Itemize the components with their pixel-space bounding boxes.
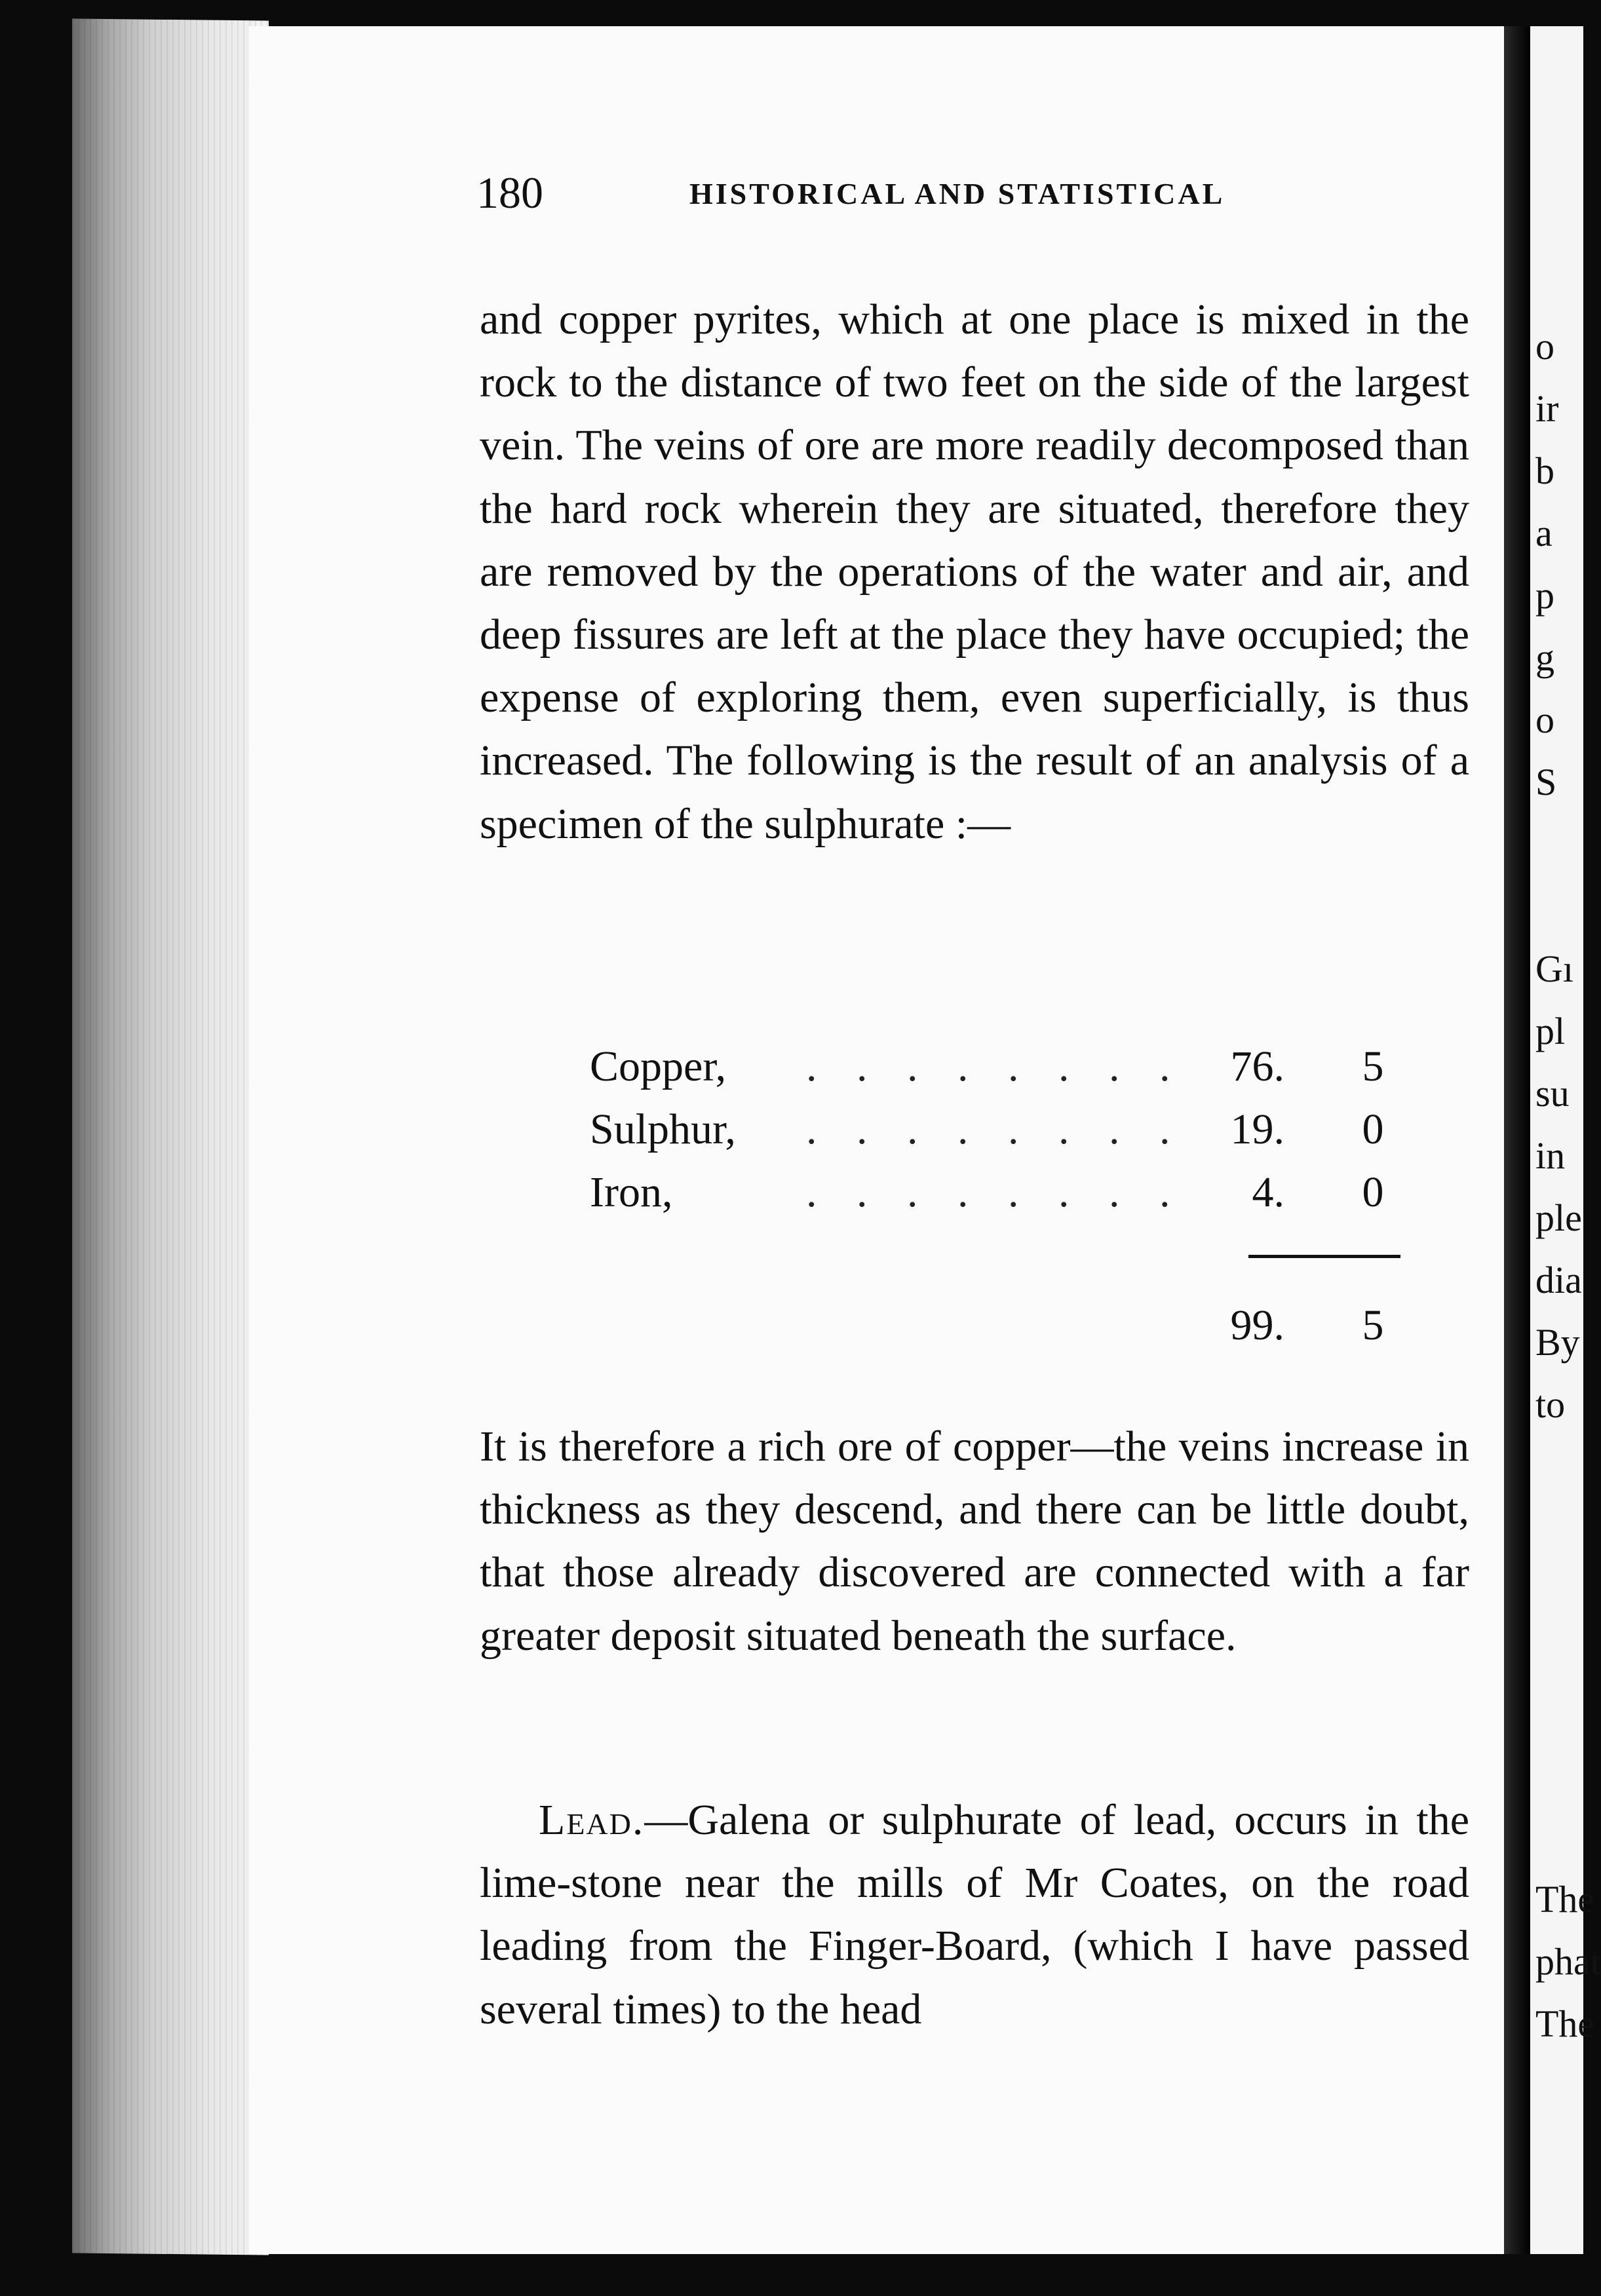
facing-page-text: phat — [1535, 1940, 1601, 1983]
page-number: 180 — [476, 168, 543, 218]
facing-page-text: in — [1535, 1134, 1566, 1177]
facing-page-text: dia — [1535, 1259, 1582, 1301]
facing-page-text: su — [1535, 1072, 1570, 1115]
analysis-row-sulphur — [590, 1098, 1402, 1161]
page-header — [476, 167, 1302, 226]
value-decimal: 0 — [1362, 1168, 1384, 1216]
value-whole: 4. — [1252, 1168, 1284, 1216]
page-edge-striations — [72, 18, 269, 2255]
element-name: Sulphur, — [590, 1105, 736, 1153]
value-whole: 76. — [1230, 1043, 1284, 1090]
facing-page-text: ple — [1535, 1196, 1582, 1239]
facing-page-text: The — [1535, 1878, 1595, 1921]
value-whole: 19. — [1230, 1105, 1284, 1153]
facing-page-text: S — [1535, 761, 1557, 803]
facing-page-text: b — [1535, 450, 1554, 492]
facing-page-fragment — [1530, 26, 1601, 2254]
paragraph — [480, 1789, 1469, 2041]
facing-page-text: o — [1535, 325, 1554, 368]
book-gutter — [1504, 26, 1530, 2254]
element-name: Copper, — [590, 1043, 727, 1090]
leader-dots: . . . . . . . . — [806, 1105, 1185, 1153]
total-whole: 99. — [1230, 1301, 1284, 1349]
facing-page-text: Gı — [1535, 947, 1573, 990]
analysis-total-row — [590, 1294, 1402, 1357]
paragraph: It is therefore a rich ore of copper—the veins increase in thickness as they descend, and there can be little doubt, that those already discovered are connected with a far greater deposit situated beneath the surface. — [480, 1423, 1469, 1660]
facing-page-text: g — [1535, 636, 1554, 679]
facing-page-text: o — [1535, 698, 1554, 741]
element-name: Iron, — [590, 1168, 673, 1216]
page-edge-stack — [72, 18, 269, 2255]
facing-page-text: pl — [1535, 1010, 1566, 1052]
sum-rule — [1248, 1255, 1400, 1258]
facing-page-text: to — [1535, 1383, 1566, 1426]
section-lead-heading: Lead. — [539, 1796, 645, 1844]
total-decimal: 5 — [1362, 1301, 1384, 1349]
analysis-table — [590, 1035, 1402, 1349]
leader-dots: . . . . . . . . — [806, 1043, 1185, 1090]
facing-page-text: By — [1535, 1321, 1580, 1364]
facing-page-text: ir — [1535, 387, 1559, 430]
facing-page-text: The — [1535, 2002, 1595, 2045]
paragraph: and copper pyrites, which at one place is mixed in the rock to the distance of two feet on the side of the largest vein. The veins of ore are more readily decomposed than the hard rock wherein they are situated, therefore they are removed by the operations of the water and air, and deep fissures are left at the place they have occupied; the expense of exploring them, even superficially, is thus increased. The following is the result of an analysis of a specimen of the sulphurate :— — [480, 296, 1469, 848]
facing-page-text: a — [1535, 512, 1553, 554]
value-decimal: 5 — [1362, 1043, 1384, 1090]
leader-dots: . . . . . . . . — [806, 1168, 1185, 1216]
analysis-row-iron — [590, 1161, 1402, 1224]
facing-page-text: p — [1535, 574, 1554, 617]
running-head: HISTORICAL AND STATISTICAL — [689, 177, 1225, 210]
paragraph-text: —Galena or sulphurate of lead, occurs in the lime-stone near the mills of Mr Coates, on the road leading from the Finger-Board, (which I have passed several times) to the head — [480, 1796, 1469, 2033]
analysis-row-copper — [590, 1035, 1402, 1098]
value-decimal: 0 — [1362, 1105, 1384, 1153]
